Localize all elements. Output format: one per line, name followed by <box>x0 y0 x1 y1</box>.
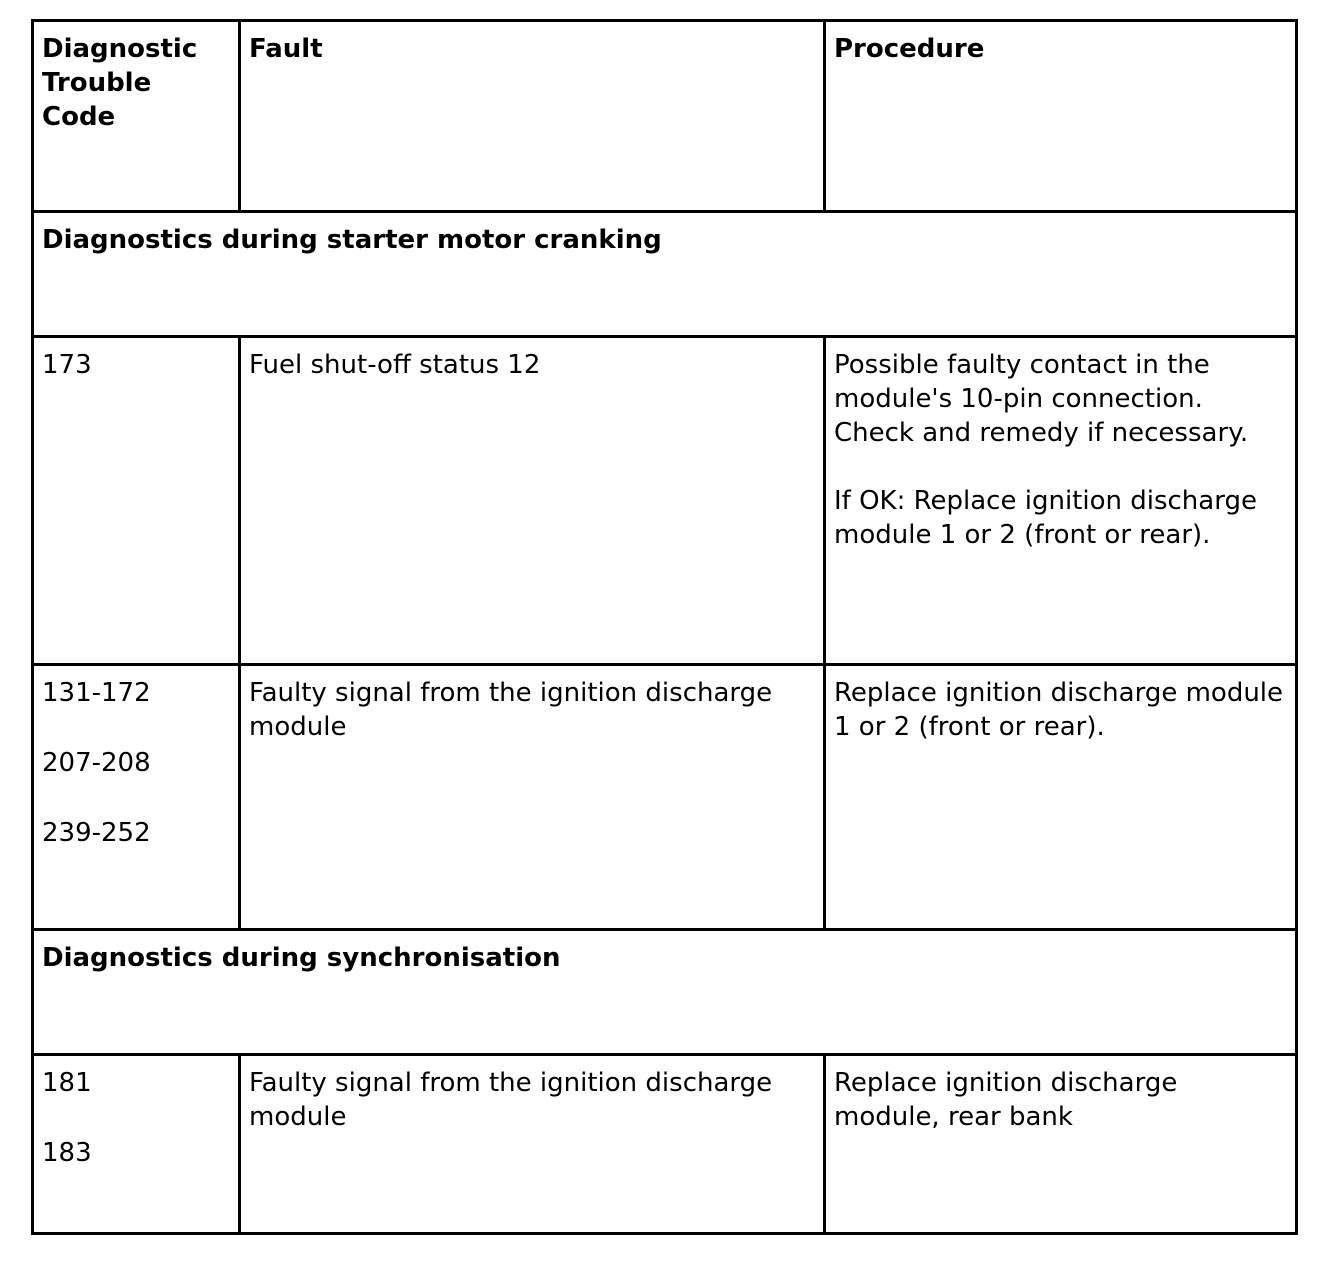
procedure-cell <box>825 665 1297 930</box>
fault-cell: Fuel shut-off status 12 <box>240 337 825 665</box>
code-value: 207-208 <box>42 748 151 778</box>
procedure-text: Replace ignition discharge module, rear bank <box>834 1068 1178 1132</box>
code-cell <box>33 337 240 665</box>
procedure-cell <box>825 337 1297 665</box>
header-fault-label: Fault <box>249 34 323 64</box>
header-code-label: Diagnostic Trouble Code <box>42 34 198 132</box>
table-row <box>33 1055 1297 1234</box>
section-title: Diagnostics during starter motor cranking <box>33 212 1297 337</box>
procedure-text: If OK: Replace ignition discharge module 1 or 2 (front or rear). <box>834 486 1257 550</box>
procedure-cell <box>825 1055 1297 1234</box>
code-value: 131-172 <box>42 678 151 708</box>
code-cell <box>33 665 240 930</box>
procedure-text: Possible faulty contact in the module's 10-pin connection. Check and remedy if necessary. <box>834 350 1249 448</box>
header-row <box>33 21 1297 212</box>
header-code <box>33 21 240 212</box>
code-cell <box>33 1055 240 1234</box>
dtc-table <box>31 19 1298 1235</box>
header-procedure <box>825 21 1297 212</box>
header-procedure-label: Procedure <box>834 34 985 64</box>
code-value: 181 <box>42 1068 92 1098</box>
code-value: 239-252 <box>42 818 151 848</box>
table-row <box>33 665 1297 930</box>
fault-cell: Faulty signal from the ignition discharge module <box>240 1055 825 1234</box>
header-fault <box>240 21 825 212</box>
code-value: 183 <box>42 1138 92 1168</box>
code-value: 173 <box>42 350 92 380</box>
fault-cell: Faulty signal from the ignition discharge module <box>240 665 825 930</box>
section-row-cranking <box>33 212 1297 337</box>
table-row <box>33 337 1297 665</box>
section-row-synchronisation <box>33 930 1297 1055</box>
section-title: Diagnostics during synchronisation <box>33 930 1297 1055</box>
procedure-text: Replace ignition discharge module 1 or 2 (front or rear). <box>834 678 1284 742</box>
